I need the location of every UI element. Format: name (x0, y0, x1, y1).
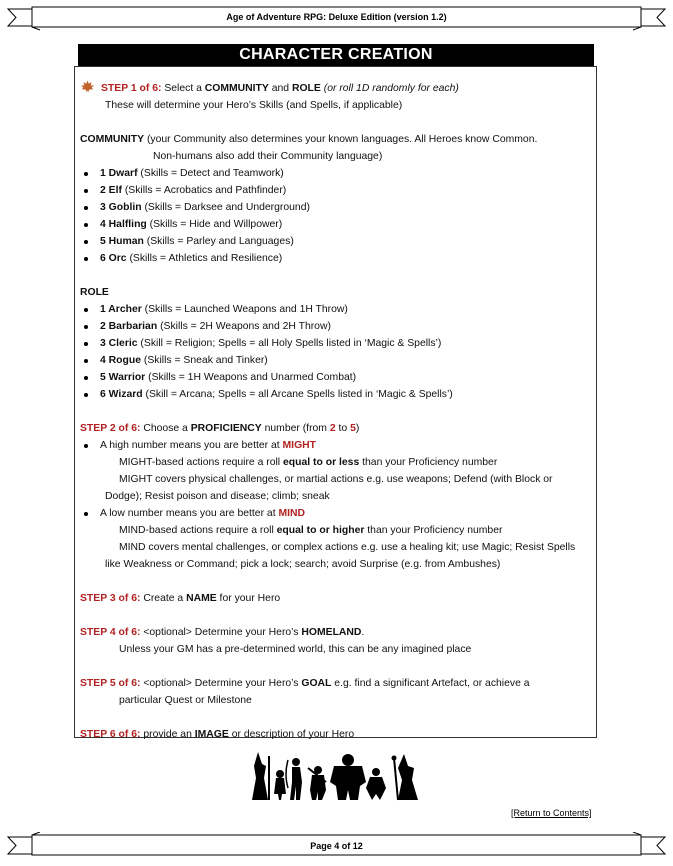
might-line-3: Dodge); Resist poison and disease; climb; sneak (105, 491, 330, 502)
role-skills: (Skills = 2H Weapons and 2H Throw) (157, 321, 331, 332)
community-skills: (Skills = Darksee and Underground) (141, 202, 310, 213)
list-item (80, 182, 600, 199)
mind-label: MIND (278, 508, 306, 519)
community-heading-line (80, 131, 600, 148)
step3-name: NAME (186, 593, 217, 604)
step1-text: Select a (164, 83, 205, 94)
step5-text-end: e.g. find a significant Artefact, or achieve a (331, 678, 530, 689)
mind-condition: equal to or higher (276, 525, 365, 536)
list-item (80, 505, 600, 522)
adventurer-silhouettes-image (248, 750, 426, 802)
community-desc-2: Non-humans also add their Community language) (153, 151, 383, 162)
list-item (80, 301, 600, 318)
list-item (80, 437, 600, 454)
role-name: 6 Wizard (100, 389, 143, 400)
community-skills: (Skills = Athletics and Resilience) (126, 253, 283, 264)
community-name: 5 Human (100, 236, 144, 247)
might-condition: equal to or less (283, 457, 360, 468)
step2-line (80, 420, 600, 437)
step6-text: provide an (140, 729, 195, 740)
community-desc: (your Community also determines your known languages. All Heroes know Common. (144, 134, 538, 145)
community-list (80, 165, 600, 267)
step2-proficiency: PROFICIENCY (190, 423, 262, 434)
role-skills: (Skills = 1H Weapons and Unarmed Combat) (145, 372, 357, 383)
step6-text-end: or description of your Hero (228, 729, 355, 740)
community-skills: (Skills = Detect and Teamwork) (137, 168, 284, 179)
step5-goal: GOAL (301, 678, 332, 689)
list-item (80, 250, 600, 267)
step5-subline: particular Quest or Milestone (119, 695, 252, 706)
role-name: 4 Rogue (100, 355, 141, 366)
step6-label: STEP 6 of 6: (80, 729, 141, 740)
community-name: 4 Halfling (100, 219, 147, 230)
step1-label: STEP 1 of 6: (101, 83, 162, 94)
mind-text: MIND-based actions require a roll (119, 525, 277, 536)
role-skills: (Skills = Launched Weapons and 1H Throw) (141, 304, 348, 315)
role-name: 2 Barbarian (100, 321, 158, 332)
step5-label: STEP 5 of 6: (80, 678, 141, 689)
step2-list-2 (80, 505, 600, 522)
community-name: 1 Dwarf (100, 168, 138, 179)
step4-label: STEP 4 of 6: (80, 627, 141, 638)
step4-homeland: HOMELAND (301, 627, 362, 638)
step2-close: ) (355, 423, 360, 434)
might-line-2: MIGHT covers physical challenges, or martial actions e.g. use weapons; Defend (with Block or (119, 474, 553, 485)
step5-text: <optional> Determine your Hero’s (140, 678, 302, 689)
step1-subline: These will determine your Hero’s Skills (and Spells, if applicable) (105, 100, 403, 111)
list-item (80, 369, 600, 386)
return-to-contents-link[interactable]: [Return to Contents] (511, 808, 592, 818)
role-name: 3 Cleric (100, 338, 138, 349)
list-item (80, 335, 600, 352)
role-name: 5 Warrior (100, 372, 146, 383)
role-heading: ROLE (80, 287, 109, 298)
community-name: 2 Elf (100, 185, 122, 196)
step2-label: STEP 2 of 6: (80, 423, 141, 434)
mind-intro: A low number means you are better at (100, 508, 279, 519)
step4-text: <optional> Determine your Hero’s (140, 627, 302, 638)
step4-line (80, 624, 600, 641)
step3-label: STEP 3 of 6: (80, 593, 141, 604)
role-skills: (Skill = Arcana; Spells = all Arcane Spells listed in ‘Magic & Spells’) (142, 389, 453, 400)
step1-line (80, 80, 600, 97)
step3-line (80, 590, 600, 607)
step2-min: 2 (329, 423, 336, 434)
community-name: 6 Orc (100, 253, 127, 264)
step5-line (80, 675, 600, 692)
step1-and: and (268, 83, 292, 94)
document-title: Age of Adventure RPG: Deluxe Edition (version 1.2) (226, 12, 447, 22)
maple-leaf-icon (80, 80, 95, 93)
list-item (80, 216, 600, 233)
step2-text: Choose a (140, 423, 191, 434)
step2-range-text: number (from (261, 423, 330, 434)
mind-line-1 (80, 522, 600, 539)
step3-text: Create a (140, 593, 187, 604)
mind-text-end: than your Proficiency number (364, 525, 503, 536)
role-list (80, 301, 600, 403)
role-skills: (Skills = Sneak and Tinker) (141, 355, 268, 366)
step2-max: 5 (350, 423, 356, 434)
list-item (80, 199, 600, 216)
step6-line (80, 726, 600, 743)
list-item (80, 386, 600, 403)
step2-to: to (335, 423, 351, 434)
step1-role: ROLE (291, 83, 321, 94)
section-title: CHARACTER CREATION (78, 44, 594, 66)
community-skills: (Skills = Hide and Willpower) (146, 219, 283, 230)
might-line-1 (80, 454, 600, 471)
step2-list (80, 437, 600, 454)
community-skills: (Skills = Acrobatics and Pathfinder) (121, 185, 287, 196)
community-name: 3 Goblin (100, 202, 142, 213)
page-number: Page 4 of 12 (310, 841, 363, 851)
community-heading: COMMUNITY (80, 134, 145, 145)
character-creation-content (80, 80, 600, 743)
role-name: 1 Archer (100, 304, 142, 315)
might-label: MIGHT (282, 440, 317, 451)
role-skills: (Skill = Religion; Spells = all Holy Spells listed in ‘Magic & Spells’) (137, 338, 442, 349)
header-banner (0, 6, 673, 32)
step6-image: IMAGE (194, 729, 229, 740)
step4-subline: Unless your GM has a pre-determined world, this can be any imagined place (119, 644, 472, 655)
mind-line-2: MIND covers mental challenges, or complex actions e.g. use a healing kit; use Magic; Resist Spells (119, 542, 576, 553)
list-item (80, 318, 600, 335)
might-text-end: than your Proficiency number (359, 457, 498, 468)
list-item (80, 165, 600, 182)
list-item (80, 233, 600, 250)
footer-banner (0, 832, 673, 858)
step4-dot: . (361, 627, 365, 638)
might-text: MIGHT-based actions require a roll (119, 457, 284, 468)
step1-italic-note: (or roll 1D randomly for each) (320, 83, 459, 94)
step1-community: COMMUNITY (204, 83, 269, 94)
mind-line-3: like Weakness or Command; pick a lock; search; avoid Surprise (e.g. from Ambushes) (105, 559, 501, 570)
community-skills: (Skills = Parley and Languages) (143, 236, 294, 247)
might-intro: A high number means you are better at (100, 440, 283, 451)
step3-text-end: for your Hero (216, 593, 281, 604)
list-item (80, 352, 600, 369)
